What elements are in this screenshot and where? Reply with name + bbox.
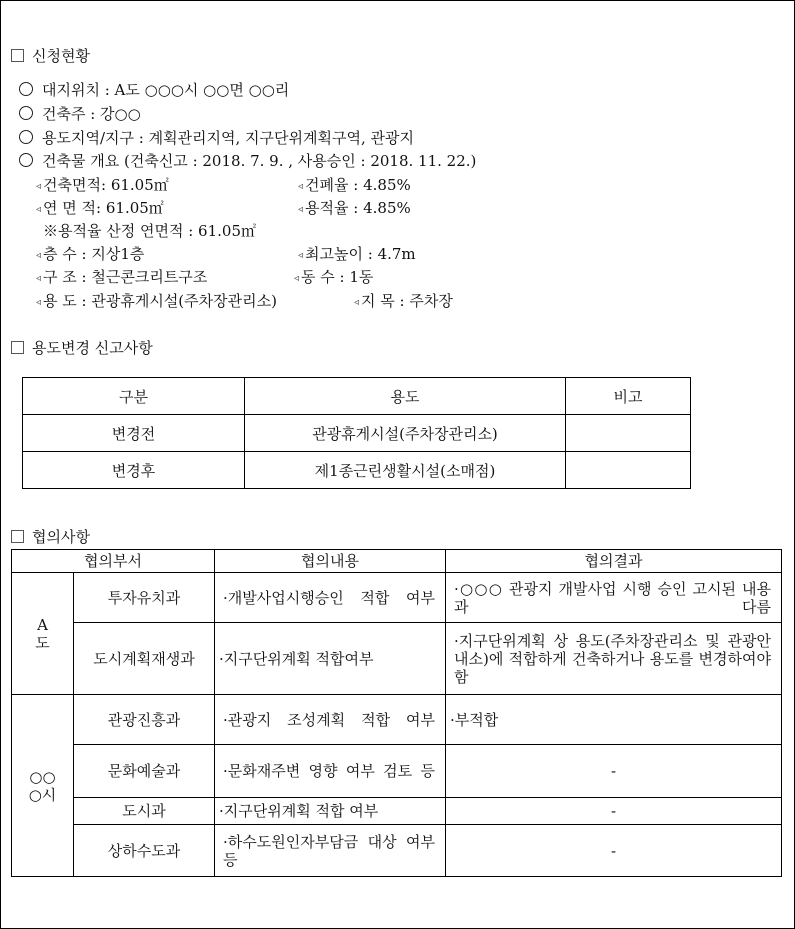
result-cell: - xyxy=(446,798,782,825)
overview-zone: 용도지역/지구 : 계획관리지역, 지구단위계획구역, 관광지 xyxy=(19,127,414,148)
circle-bullet-icon xyxy=(19,106,33,120)
result-cell: - xyxy=(446,825,782,877)
row-note xyxy=(566,415,691,452)
table-row xyxy=(12,623,782,695)
table-row xyxy=(12,573,782,623)
change-table xyxy=(22,377,691,489)
table-row xyxy=(23,415,691,452)
table-row xyxy=(23,452,691,489)
checkbox-icon xyxy=(11,49,24,62)
circle-bullet-icon xyxy=(19,130,33,144)
consult-table-header xyxy=(12,550,782,573)
result-cell: ·○○○ 관광지 개발사업 시행 승인 고시된 내용과 다름 xyxy=(446,573,782,623)
dept-cell: 도시과 xyxy=(74,798,215,825)
circle-bullet-icon xyxy=(19,153,33,167)
dept-cell: 상하수도과 xyxy=(74,825,215,877)
result-cell: ·지구단위계획 상 용도(주차장관리소 및 관광안내소)에 적합하게 건축하거나 용도를 변경하여야함 xyxy=(446,623,782,695)
section-heading-consult: 협의사항 xyxy=(11,526,90,547)
content-cell: ·문화재주변 영향 여부 검토 등 xyxy=(215,745,446,798)
triangle-bullet-icon: ◃ xyxy=(298,181,304,192)
change-table-header xyxy=(23,378,691,415)
detail-building-area: ◃ 건축면적: 61.05㎡ xyxy=(36,176,169,194)
detail-buildings: ◃ 동 수 : 1동 xyxy=(294,268,374,286)
circle-bullet-icon xyxy=(19,82,33,96)
row-use: 제1종근린생활시설(소매점) xyxy=(245,452,566,489)
detail-max-height: ◃ 최고높이 : 4.7m xyxy=(298,245,416,263)
triangle-bullet-icon: ◃ xyxy=(294,273,300,284)
overview-site: 대지위치 : A도 ○○○시 ○○면 ○○리 xyxy=(19,79,289,100)
consult-table xyxy=(11,549,782,877)
triangle-bullet-icon: ◃ xyxy=(298,250,304,261)
header-note: 비고 xyxy=(566,378,691,415)
content-cell: ·지구단위계획 적합여부 xyxy=(215,623,446,695)
detail-use: ◃ 용 도 : 관광휴게시설(주차장관리소) xyxy=(36,292,277,310)
dept-cell: 관광진흥과 xyxy=(74,695,215,745)
triangle-bullet-icon: ◃ xyxy=(298,204,304,215)
header-content: 협의내용 xyxy=(215,550,446,573)
triangle-bullet-icon: ◃ xyxy=(36,250,42,261)
triangle-bullet-icon: ◃ xyxy=(36,181,42,192)
detail-coverage: ◃ 건폐율 : 4.85% xyxy=(298,176,411,194)
table-row xyxy=(12,695,782,745)
triangle-bullet-icon: ◃ xyxy=(36,297,42,308)
detail-land: ◃ 지 목 : 주차장 xyxy=(354,292,453,310)
detail-structure: ◃ 구 조 : 철근콘크리트구조 xyxy=(36,268,208,286)
group-b-label: ○○ ○시 xyxy=(12,695,74,877)
dept-cell: 투자유치과 xyxy=(74,573,215,623)
table-row xyxy=(12,745,782,798)
content-cell: ·관광지 조성계획 적합 여부 xyxy=(215,695,446,745)
checkbox-icon xyxy=(11,530,24,543)
triangle-bullet-icon: ◃ xyxy=(354,297,360,308)
result-cell: - xyxy=(446,745,782,798)
header-result: 협의결과 xyxy=(446,550,782,573)
header-category: 구분 xyxy=(23,378,245,415)
content-cell: ·지구단위계획 적합 여부 xyxy=(215,798,446,825)
detail-far-note: ※용적율 산정 연면적 : 61.05㎡ xyxy=(43,222,256,240)
row-label: 변경전 xyxy=(23,415,245,452)
detail-floor-area: ◃ 연 면 적: 61.05㎡ xyxy=(36,199,164,217)
row-use: 관광휴게시설(주차장관리소) xyxy=(245,415,566,452)
row-note xyxy=(566,452,691,489)
detail-floors: ◃ 층 수 : 지상1층 xyxy=(36,245,145,263)
header-use: 용도 xyxy=(245,378,566,415)
content-cell: ·개발사업시행승인 적합 여부 xyxy=(215,573,446,623)
result-cell: ·부적합 xyxy=(446,695,782,745)
header-dept: 협의부서 xyxy=(12,550,215,573)
checkbox-icon xyxy=(11,341,24,354)
dept-cell: 도시계획재생과 xyxy=(74,623,215,695)
section-heading-application: 신청현황 xyxy=(11,45,90,66)
dept-cell: 문화예술과 xyxy=(74,745,215,798)
overview-owner: 건축주 : 강○○ xyxy=(19,103,141,124)
table-row xyxy=(12,825,782,877)
overview-summary: 건축물 개요 (건축신고 : 2018. 7. 9. , 사용승인 : 2018. 11. 22.) xyxy=(19,150,476,171)
triangle-bullet-icon: ◃ xyxy=(36,204,42,215)
triangle-bullet-icon: ◃ xyxy=(36,273,42,284)
section-heading-change: 용도변경 신고사항 xyxy=(11,337,153,358)
content-cell: ·하수도원인자부담금 대상 여부 등 xyxy=(215,825,446,877)
row-label: 변경후 xyxy=(23,452,245,489)
group-a-label: A 도 xyxy=(12,573,74,695)
detail-far: ◃ 용적율 : 4.85% xyxy=(298,199,411,217)
table-row xyxy=(12,798,782,825)
